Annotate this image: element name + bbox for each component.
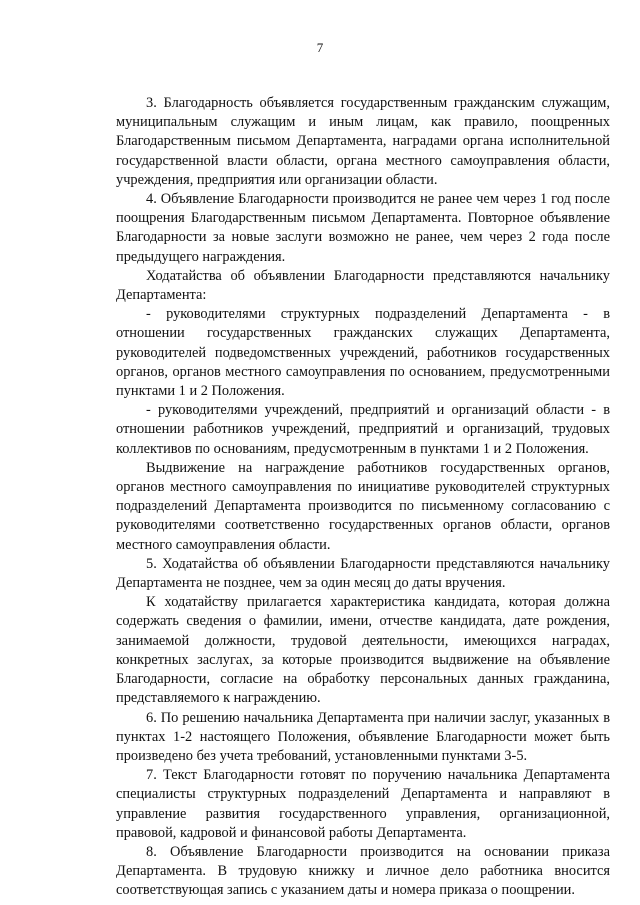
paragraph-4: 4. Объявление Благодарности производится не ранее чем через 1 год после поощрения Благодарственным письмом Департамента. Повторное объявление Благодарности за новые заслуги возможно не ранее, чем через 2 года после предыдущего награждения. — [116, 191, 610, 265]
document-body — [116, 94, 610, 901]
paragraph-8: 8. Объявление Благодарности производится на основании приказа Департамента. В трудовую книжку и личное дело работника вносится соответствующая запись с указанием даты и номера приказа о поощрении. — [116, 843, 610, 899]
paragraph-characteristic: К ходатайству прилагается характеристика кандидата, которая должна содержать сведения о фамилии, имени, отчестве кандидата, дате рождения, занимаемой должности, трудовой деятельности, имеющихся наградах, конкретных заслугах, за которые производится выдвижение на объявление Благодарности, согласие на обработку персональных данных гражданина, представляемого к награждению. — [116, 594, 610, 707]
paragraph-nomination: Выдвижение на награждение работников государственных органов, органов местного самоуправления по инициативе руководителей структурных подразделений Департамента производится по письменному согласованию с руководителями соответственно государственных органов области, органов местного самоуправления области. — [116, 459, 610, 553]
paragraph-3: 3. Благодарность объявляется государственным гражданским служащим, муниципальным служащим и иным лицам, как правило, поощренных Благодарственным письмом Департамента, наградами органа исполнительной государственной власти области, органа местного самоуправления области, учреждения, предприятия или организации области. — [116, 95, 610, 188]
paragraph-petitions-item-2: - руководителями учреждений, предприятий и организаций области - в отношении работников учреждений, предприятий и организаций, трудовых коллективов по основаниям, предусмотренным в пунктами 1 и 2 Положения. — [116, 402, 610, 457]
paragraph-6: 6. По решению начальника Департамента при наличии заслуг, указанных в пунктах 1-2 настоящего Положения, объявление Благодарности может быть произведено без учета требований, установленными пунктами 3-5. — [116, 709, 610, 764]
paragraph-petitions-intro: Ходатайства об объявлении Благодарности представляются начальнику Департамента: — [116, 267, 610, 304]
paragraph-7: 7. Текст Благодарности готовят по поручению начальника Департамента специалисты структурных подразделений Департамента и направляют в управление развития государственного управления, организационной, правовой, кадровой и финансовой работы Департамента. — [116, 767, 610, 841]
page-number: 7 — [316, 40, 324, 55]
paragraph-5: 5. Ходатайства об объявлении Благодарности представляются начальнику Департамента не позднее, чем за один месяц до даты вручения. — [116, 555, 610, 592]
paragraph-petitions-item-1: - руководителями структурных подразделений Департамента - в отношении государственных гражданских служащих Департамента, руководителей подведомственных учреждений, работников государственных органов, органов местного самоуправления по основанием, предусмотренными пунктами 1 и 2 Положения. — [116, 306, 610, 400]
